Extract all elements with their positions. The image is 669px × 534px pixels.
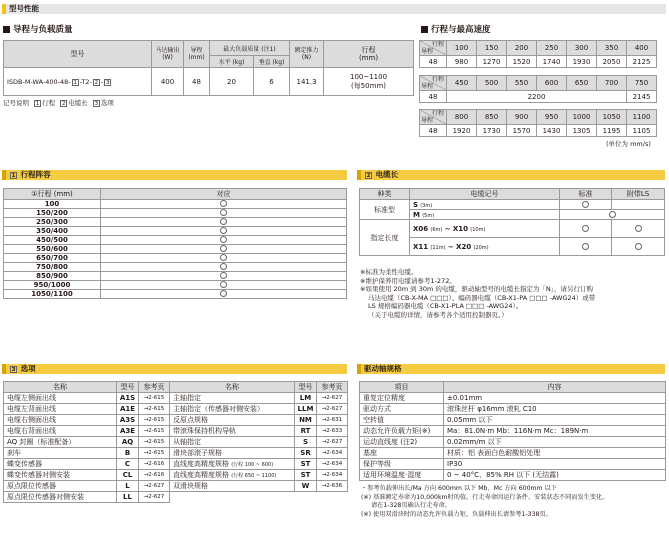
drive-table: 项目 内容 重复定位精度 ±0.01mm 驱动方式 滚珠丝杆 φ16mm 滚轧 C10 空转值 0.05mm 以下 动态允许负载力矩(※) Ma：81.0N·m Mb：116N·m Mc：189N·m 运动直线度 (注2) 0.02mm/m 以下 基座 材质：铝 表面白色耐酸铝处理 保护等级 IP30 适用环境温度·湿度 0 ~ 40°C、85% RH 以下 (无结露) (359, 381, 666, 481)
stroke-value: 100~1100 (每50mm) (324, 68, 414, 96)
option-name: 原点限位传感器对侧安装 (4, 492, 117, 503)
table-row (170, 426, 348, 437)
table-row (4, 470, 170, 481)
option-name: 原点限位传感器 (4, 481, 117, 492)
thrust-value: 141.3 (290, 68, 324, 96)
table-row (4, 245, 347, 254)
spec-item: 动态允许负载力矩(※) (360, 426, 444, 437)
lead-value: 48 (184, 68, 210, 96)
stroke-cell: 150/200 (4, 209, 101, 218)
option-ref: →2-615 (139, 426, 170, 437)
table-row (170, 404, 348, 415)
table-row (4, 272, 347, 281)
table-row (170, 448, 348, 459)
stroke-cell: 250/300 (4, 218, 101, 227)
table-row (360, 437, 666, 448)
legend: 记号说明 1 行程 2 电缆长 3 选项 (3, 99, 114, 107)
available-icon (220, 254, 227, 261)
option-name: 带滚珠保持机构导轨 (170, 426, 295, 437)
stroke-available-cell (101, 236, 347, 245)
spec-value: Ma：81.0N·m Mb：116N·m Mc：189N·m (444, 426, 666, 437)
speed-table-2: 行程 导程 450 500 550 600 650 700 750 48 2200 2145 (419, 75, 657, 103)
model-cell: ISDB-M-WA-400-48- 1 -T2- 2 - 3 (4, 68, 152, 96)
speed-section-title: 行程与最高速度 (421, 25, 491, 35)
available-icon (220, 272, 227, 279)
option-code: AQ (117, 437, 139, 448)
option-ref: →2-627 (139, 481, 170, 492)
option-name: 主轴指定 (170, 393, 295, 404)
spec-item: 驱动方式 (360, 404, 444, 415)
available-icon (220, 245, 227, 252)
spec-value: ±0.01mm (444, 393, 666, 404)
table-row (360, 415, 666, 426)
cable-banner: 2 电缆长 (357, 170, 665, 180)
spec-item: 空转值 (360, 415, 444, 426)
col-vertical: 垂直 (kg) (254, 56, 290, 68)
option-name: 反原点规格 (170, 415, 295, 426)
option-name: 滑块部滚子规格 (170, 448, 295, 459)
motor-value: 400 (152, 68, 184, 96)
table-row (4, 218, 347, 227)
option-code: A1S (117, 393, 139, 404)
load-table (3, 40, 414, 96)
stroke-list-banner: 1 行程阵容 (2, 170, 347, 180)
table-row (4, 448, 170, 459)
speed-unit: (单位为 mm/s) (606, 140, 651, 148)
option-code: ST (295, 459, 317, 470)
corner-cell: 行程 导程 (420, 41, 447, 56)
available-icon (220, 281, 227, 288)
option-name: 电缆左侧面出线 (4, 393, 117, 404)
load-section-title: 导程与负载质量 (3, 25, 73, 35)
drive-banner: 驱动轴规格 (357, 364, 665, 374)
table-row (360, 393, 666, 404)
option-name: 双滑块规格 (170, 481, 295, 492)
option-name: 电缆右背面出线 (4, 426, 117, 437)
stroke-available-cell (101, 281, 347, 290)
option-ref: →2-615 (139, 437, 170, 448)
stroke-cell: 100 (4, 200, 101, 209)
stroke-cell: 850/900 (4, 272, 101, 281)
option-ref: →2-631 (317, 415, 348, 426)
speed-table-1: 行程 导程 100 150 200 250 300 350 400 48 980 1270 1520 1740 1930 2050 2125 (419, 40, 657, 68)
option-ref: →2-615 (139, 448, 170, 459)
col-motor: 马达输出 (W) (152, 41, 184, 68)
stroke-available-cell (101, 200, 347, 209)
stroke-available-cell (101, 227, 347, 236)
option-code: L (117, 481, 139, 492)
available-icon (220, 200, 227, 207)
placeholder-box-2: 2 (94, 79, 99, 86)
placeholder-box-1: 1 (73, 79, 77, 86)
table-row (4, 281, 347, 290)
stroke-available-cell (101, 290, 347, 299)
option-ref: →2-636 (317, 481, 348, 492)
table-row (4, 236, 347, 245)
spec-item: 基座 (360, 448, 444, 459)
spec-item: 运动直线度 (注2) (360, 437, 444, 448)
stroke-cell: 650/700 (4, 254, 101, 263)
option-ref: →2-633 (317, 426, 348, 437)
option-name: 主轴指定（传感器对侧安装） (170, 404, 295, 415)
spec-item: 适用环境温度·湿度 (360, 470, 444, 481)
table-row (360, 448, 666, 459)
option-ref: →2-615 (139, 393, 170, 404)
options-table-right: 名称 型号 参考页 主轴指定 LM →2-627 主轴指定（传感器对侧安装） LLM →2-627 反原点规格 NM →2-631 带滚珠保持机构导轨 RT →2-633 从轴指定 S →2-627 滑块部滚子规格 SR →2-634 直线度高精度规格 (行程 100 ~ 600) ST →2-634 直线度高精度规格 (行程 650 ~ 1100) ST →2-634 双滑块规格 W →2-636 (169, 381, 348, 492)
vertical-value: 6 (254, 68, 290, 96)
horizontal-value: 20 (210, 68, 254, 96)
available-icon (220, 218, 227, 225)
table-row (4, 404, 170, 415)
cable-spec-label: 指定长度 (360, 220, 410, 256)
option-name: 刹车 (4, 448, 117, 459)
option-code: NM (295, 415, 317, 426)
available-icon (582, 201, 589, 208)
spec-value: 0.02mm/m 以下 (444, 437, 666, 448)
table-row (4, 393, 170, 404)
col-stroke: 行程 (mm) (324, 41, 414, 68)
page-title: 型号性能 (9, 4, 39, 13)
available-icon (220, 263, 227, 270)
col-max-load: 最大负载质量 (注1) (210, 41, 290, 56)
stroke-available-cell (101, 272, 347, 281)
table-row (4, 426, 170, 437)
spec-value: 材质：铝 表面白色耐酸铝处理 (444, 448, 666, 459)
stroke-available-cell (101, 254, 347, 263)
option-ref: →2-627 (139, 492, 170, 503)
option-code: LLM (295, 404, 317, 415)
available-icon (582, 243, 589, 250)
cable-table: 种类 电缆记号 标准 附带LS 标准型 S (3m) M (5m) 指定长度 X06 (6m) ~ X10 (10m) X11 (11m) ~ X20 (20m) (359, 188, 665, 256)
stroke-cell: 750/800 (4, 263, 101, 272)
stroke-list-table: ①行程 (mm) 对应 100 150/200 250/300 350/400 450/500 550/600 650/700 750/800 850/900 950/1000 1050/1100 (3, 188, 347, 299)
spec-item: 保护等级 (360, 459, 444, 470)
table-row (4, 437, 170, 448)
table-row (4, 254, 347, 263)
option-name: 从轴指定 (170, 437, 295, 448)
option-name: 直线度高精度规格 (行程 650 ~ 1100) (170, 470, 295, 481)
table-row (170, 481, 348, 492)
stroke-cell: 550/600 (4, 245, 101, 254)
available-icon (220, 236, 227, 243)
table-row (4, 200, 347, 209)
table-row (360, 459, 666, 470)
stroke-available-cell (101, 209, 347, 218)
available-icon (582, 225, 589, 232)
available-icon (220, 209, 227, 216)
option-ref: →2-615 (139, 404, 170, 415)
table-row (4, 459, 170, 470)
table-row (4, 415, 170, 426)
table-row (360, 404, 666, 415)
available-icon (609, 211, 616, 218)
table-row (170, 459, 348, 470)
option-name: AQ 封圈（标准配备） (4, 437, 117, 448)
option-code: ST (295, 470, 317, 481)
table-row (170, 415, 348, 426)
stroke-available-cell (101, 218, 347, 227)
available-icon (220, 290, 227, 297)
table-row (4, 263, 347, 272)
option-ref: →2-634 (317, 459, 348, 470)
spec-value: 0.05mm 以下 (444, 415, 666, 426)
col-model: 型号 (4, 41, 152, 68)
placeholder-box-3: 3 (105, 79, 110, 86)
option-ref: →2-616 (139, 459, 170, 470)
option-code: W (295, 481, 317, 492)
option-name: 电缆右侧面出线 (4, 415, 117, 426)
option-code: S (295, 437, 317, 448)
stroke-cell: 450/500 (4, 236, 101, 245)
option-ref: →2-634 (317, 448, 348, 459)
spec-value: 滚珠丝杆 φ16mm 滚轧 C10 (444, 404, 666, 415)
option-ref: →2-627 (317, 437, 348, 448)
spec-value: IP30 (444, 459, 666, 470)
page-title-banner (2, 4, 666, 14)
option-code: A3E (117, 426, 139, 437)
table-row (360, 426, 666, 437)
available-icon (635, 225, 642, 232)
option-name: 蝶变传感器 (4, 459, 117, 470)
options-table-left: 名称 型号 参考页 电缆左侧面出线 A1S →2-615 电缆左背面出线 A1E →2-615 电缆右侧面出线 A3S →2-615 电缆右背面出线 A3E →2-615 AQ 封圈（标准配备） AQ →2-615 刹车 B →2-615 蝶变传感器 C →2-616 蝶变传感器对侧安装 CL →2-616 原点限位传感器 L →2-627 原点限位传感器对侧安装 LL →2-627 (3, 381, 170, 503)
option-name: 电缆左背面出线 (4, 404, 117, 415)
table-row (4, 290, 347, 299)
option-ref: →2-616 (139, 470, 170, 481)
drive-notes: ・参考负载伸出长/Ma 方向 600mm 以下 Mb、Mc 方向 600mm 以下 (※) 基准额定寿命为10,000km时的值。行走寿命因运行条件、安装状态不同而发生变化。 请在1-328页确认行走寿命。 (※) 使用双滑块时的动态允许负载力矩、负载伸出长请参考1-338页。 (361, 485, 609, 518)
cable-notes: ※标准为柔性电缆。 ※维护保养用电缆请参考1-272。 ※如果使用 20m 到 30m 的电缆，驱动轴型号的电缆长指定为「N」，请另行订购 马达电缆（CB-X-MA □□□）、编码器电缆（CB-X1-PA □□□ -AWG24）或带 LS 规格编码器电缆（CB-X1-PLA □□□ -AWG24）。 （关于电缆的详情，请参考各个适用控制器页。） (360, 268, 596, 319)
table-row (360, 470, 666, 481)
option-code: RT (295, 426, 317, 437)
option-ref: →2-634 (317, 470, 348, 481)
square-bullet-icon (3, 26, 10, 33)
option-code: C (117, 459, 139, 470)
table-row (170, 437, 348, 448)
option-code: LM (295, 393, 317, 404)
option-code: A3S (117, 415, 139, 426)
cable-std-label: 标准型 (360, 200, 410, 220)
table-row (4, 209, 347, 218)
available-icon (635, 243, 642, 250)
option-code: B (117, 448, 139, 459)
table-row (4, 227, 347, 236)
col-horizontal: 水平 (kg) (210, 56, 254, 68)
spec-item: 重复定位精度 (360, 393, 444, 404)
stroke-available-cell (101, 263, 347, 272)
table-row (4, 492, 170, 503)
spec-value: 0 ~ 40°C、85% RH 以下 (无结露) (444, 470, 666, 481)
option-ref: →2-627 (317, 393, 348, 404)
option-code: SR (295, 448, 317, 459)
table-row (170, 470, 348, 481)
col-lead: 导程 (mm) (184, 41, 210, 68)
speed-table-3: 行程 导程 800 850 900 950 1000 1050 1100 48 1920 1730 1570 1430 1305 1195 1105 (419, 109, 657, 137)
stroke-cell: 1050/1100 (4, 290, 101, 299)
available-icon (220, 227, 227, 234)
table-row (4, 481, 170, 492)
square-bullet-icon (421, 26, 428, 33)
stroke-available-cell (101, 245, 347, 254)
option-ref: →2-615 (139, 415, 170, 426)
option-ref: →2-627 (317, 404, 348, 415)
stroke-cell: 950/1000 (4, 281, 101, 290)
option-name: 蝶变传感器对侧安装 (4, 470, 117, 481)
option-name: 直线度高精度规格 (行程 100 ~ 600) (170, 459, 295, 470)
col-thrust: 额定推力 (N) (290, 41, 324, 68)
stroke-cell: 350/400 (4, 227, 101, 236)
option-code: CL (117, 470, 139, 481)
options-banner: 3 选项 (2, 364, 347, 374)
option-code: LL (117, 492, 139, 503)
option-code: A1E (117, 404, 139, 415)
table-row (170, 393, 348, 404)
